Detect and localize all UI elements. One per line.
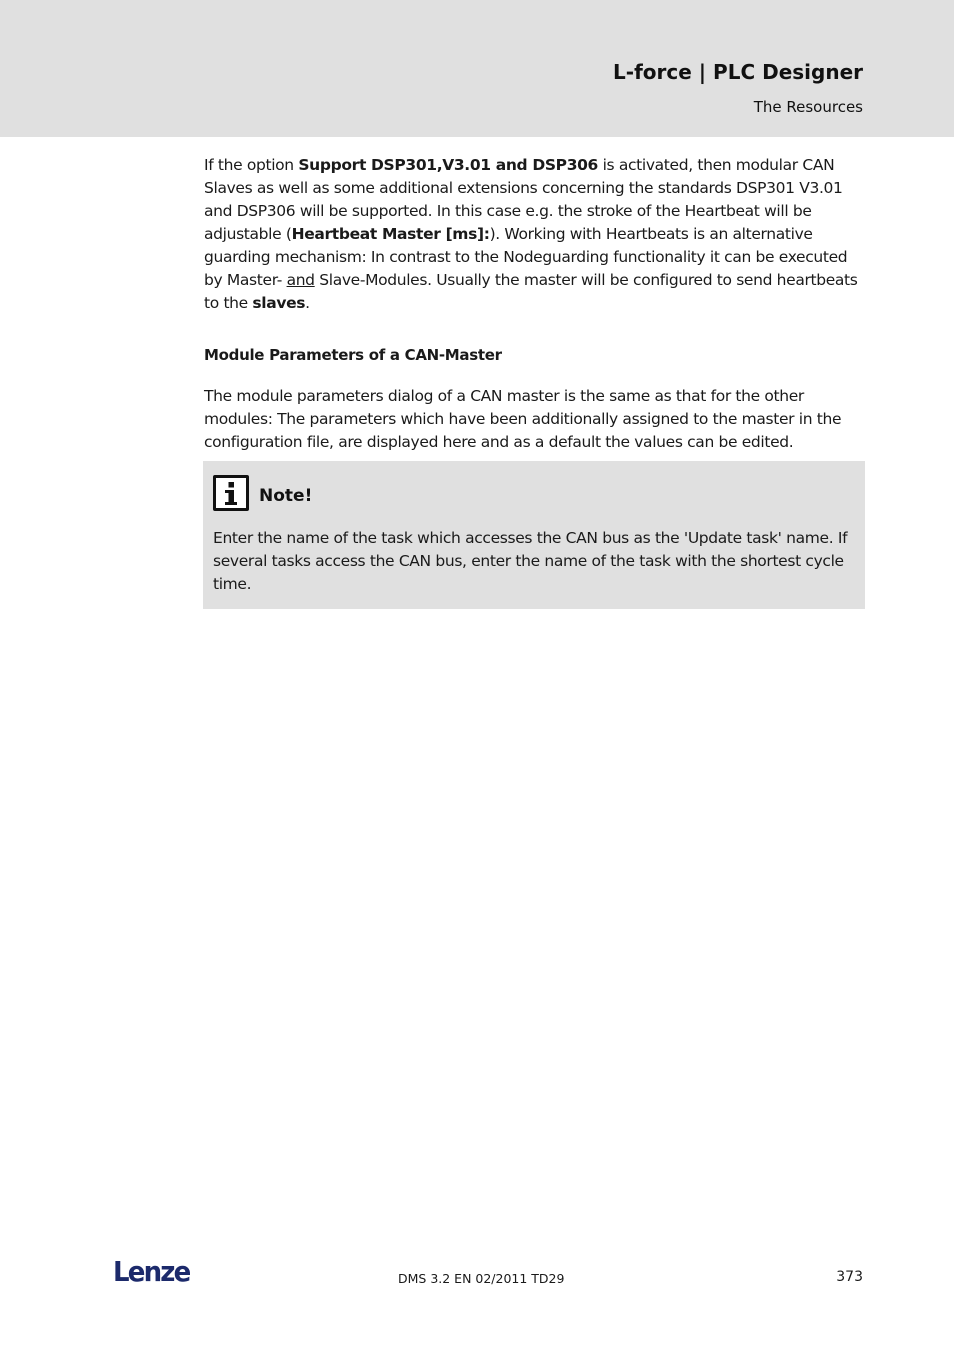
parameter-name: Heartbeat Master [ms]: (291, 225, 490, 243)
main-content (204, 154, 866, 454)
info-icon-glyph (216, 478, 246, 508)
info-icon (213, 475, 249, 511)
emphasis-slaves: slaves (252, 294, 306, 312)
lenze-logo: Lenze (113, 1257, 190, 1289)
body-paragraph-heartbeat (204, 154, 866, 315)
paragraph-text: . (305, 294, 310, 312)
note-body: Enter the name of the task which accesses the CAN bus as the 'Update task' name. If several tasks access the CAN bus, enter the name of the task with the shortest cycle time. (213, 529, 848, 593)
page-number: 373 (836, 1269, 863, 1285)
paragraph-text: If the option (204, 156, 299, 174)
option-name: Support DSP301,V3.01 and DSP306 (298, 156, 598, 174)
product-title: L-force | PLC Designer (613, 60, 863, 84)
subheading: Module Parameters of a CAN-Master (204, 346, 502, 364)
emphasis-and: and (286, 271, 315, 289)
paragraph-text: Slave-Modules. Usually the master will be configured to send heartbeats to the (204, 271, 858, 312)
note-title: Note! (259, 486, 313, 506)
paragraph-text: ). Working with Heartbeats is an alternative guarding mechanism: In contrast to the Nodeguarding functionality it can be executed by Master- (204, 225, 848, 289)
note-box (203, 461, 865, 609)
section-title: The Resources (753, 98, 863, 116)
body-paragraph-module-parameters: The module parameters dialog of a CAN master is the same as that for the other modules: The parameters which have been additionally assigned to the master in the configuration file, are displayed here and as a default the values can be edited. (204, 387, 842, 451)
header-band (0, 0, 954, 137)
paragraph-text: is activated, then modular CAN Slaves as well as some additional extensions concerning the standards DSP301 V3.01 and DSP306 will be supported. In this case e.g. the stroke of the Heartbeat will be adjustable ( (204, 156, 843, 243)
document-code: DMS 3.2 EN 02/2011 TD29 (398, 1271, 565, 1286)
